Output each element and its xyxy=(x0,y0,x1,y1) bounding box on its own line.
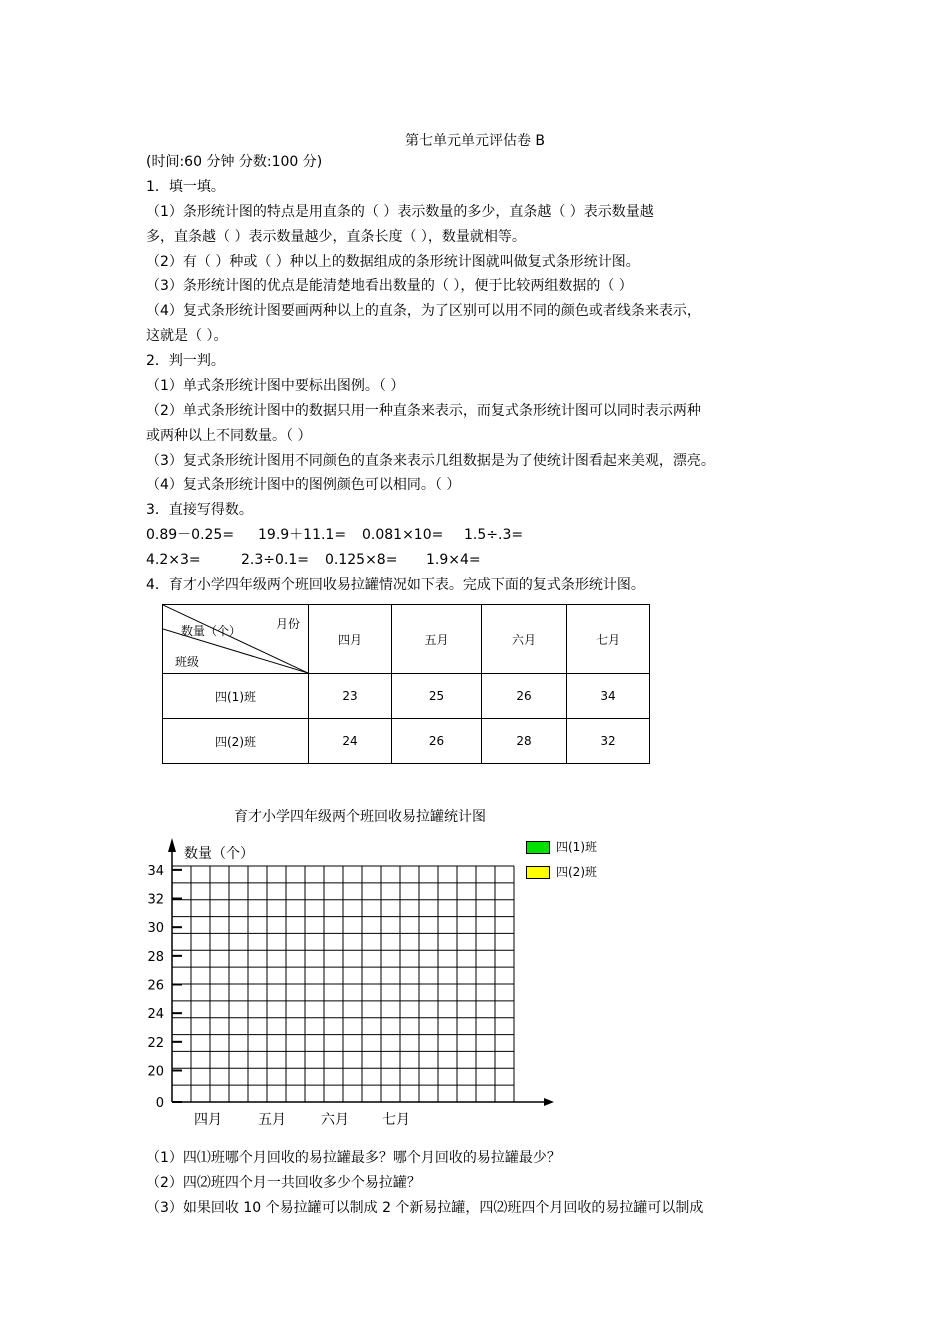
legend-item-class-2 xyxy=(526,863,597,880)
table-cell: 24 xyxy=(309,719,392,764)
calc-item: 1.5÷.3= xyxy=(464,527,524,543)
header-class-label: 班级 xyxy=(175,655,200,669)
y-tick-label: 34 xyxy=(147,863,164,879)
s1-line-2: 多，直条越（ ）表示数量越少，直条长度（ ），数量就相等。 xyxy=(146,229,526,245)
table-col-header: 五月 xyxy=(392,605,482,674)
calc-item: 0.125×8= xyxy=(325,552,398,568)
table-cell: 26 xyxy=(392,719,482,764)
calc-item: 4.2×3= xyxy=(146,552,201,568)
y-axis-arrow xyxy=(168,838,176,852)
calc-item: 0.081×10= xyxy=(362,527,444,543)
table-cell: 34 xyxy=(567,674,650,719)
y-tick-label: 20 xyxy=(147,1064,164,1080)
table-row-label: 四(1)班 xyxy=(163,674,309,719)
y-tick-label: 22 xyxy=(147,1035,164,1051)
s1-line-4: （3）条形统计图的优点是能清楚地看出数量的（ ），便于比较两组数据的（ ） xyxy=(146,278,633,294)
chart-title: 育才小学四年级两个班回收易拉罐统计图 xyxy=(234,809,486,825)
legend-swatch-yellow xyxy=(526,866,550,879)
table-cell: 25 xyxy=(392,674,482,719)
section-2-heading: 2．判一判。 xyxy=(146,353,225,369)
legend-item-class-1 xyxy=(526,838,597,855)
y-tick-label: 32 xyxy=(147,892,164,908)
section-4-heading: 4．育才小学四年级两个班回收易拉罐情况如下表。完成下面的复式条形统计图。 xyxy=(146,577,645,593)
exam-info: (时间:60 分钟 分数:100 分) xyxy=(146,154,323,170)
s1-line-1: （1）条形统计图的特点是用直条的（ ）表示数量的多少，直条越（ ）表示数量越 xyxy=(146,204,654,220)
table-col-header: 六月 xyxy=(482,605,567,674)
calc-item: 19.9＋11.1= xyxy=(258,527,347,543)
table-row xyxy=(163,719,650,764)
question-3: （3）如果回收 10 个易拉罐可以制成 2 个新易拉罐，四⑵班四个月回收的易拉罐可以制成 xyxy=(146,1200,704,1216)
table-row xyxy=(163,674,650,719)
calc-item: 2.3÷0.1= xyxy=(241,552,309,568)
s1-line-3: （2）有（ ）种或（ ）种以上的数据组成的条形统计图就叫做复式条形统计图。 xyxy=(146,254,640,270)
table-cell: 28 xyxy=(482,719,567,764)
s2-line-2: （2）单式条形统计图中的数据只用一种直条来表示，而复式条形统计图可以同时表示两种 xyxy=(146,403,701,419)
x-tick-label: 六月 xyxy=(321,1112,349,1128)
section-1-heading: 1．填一填。 xyxy=(146,179,225,195)
table-row-label: 四(2)班 xyxy=(163,719,309,764)
question-2: （2）四⑵班四个月一共回收多少个易拉罐？ xyxy=(146,1175,421,1191)
table-cell: 23 xyxy=(309,674,392,719)
s2-line-5: （4）复式条形统计图中的图例颜色可以相同。（ ） xyxy=(146,477,461,493)
y-tick-label: 30 xyxy=(147,921,164,937)
s2-line-4: （3）复式条形统计图用不同颜色的直条来表示几组数据是为了使统计图看起来美观，漂亮。 xyxy=(146,453,715,469)
table-cell: 26 xyxy=(482,674,567,719)
x-axis-arrow xyxy=(544,1098,554,1106)
x-tick-label: 五月 xyxy=(258,1112,286,1128)
section-3-heading: 3．直接写得数。 xyxy=(146,502,253,518)
s1-line-5: （4）复式条形统计图要画两种以上的直条，为了区别可以用不同的颜色或者线条来表示， xyxy=(146,303,701,319)
table-header-diagonal-cell xyxy=(163,605,309,674)
page-title: 第七单元单元评估卷 B xyxy=(404,133,546,149)
header-month-label: 月份 xyxy=(275,617,300,631)
question-1: （1）四⑴班哪个月回收的易拉罐最多？哪个月回收的易拉罐最少？ xyxy=(146,1150,561,1166)
y-axis-label: 数量（个） xyxy=(184,846,254,862)
s2-line-3: 或两种以上不同数量。（ ） xyxy=(146,428,312,444)
calc-row-1 xyxy=(146,525,523,545)
table-cell: 32 xyxy=(567,719,650,764)
data-table xyxy=(162,604,650,764)
calc-item: 0.89－0.25= xyxy=(146,527,235,543)
x-tick-label: 四月 xyxy=(194,1112,222,1128)
y-tick-label: 24 xyxy=(147,1007,164,1023)
calc-item: 1.9×4= xyxy=(426,552,481,568)
legend-swatch-green xyxy=(526,841,550,854)
legend-label: 四(2)班 xyxy=(556,865,597,879)
y-tick-label: 0 xyxy=(155,1096,164,1111)
legend-label: 四(1)班 xyxy=(556,840,597,854)
header-quantity-label: 数量（个） xyxy=(181,624,242,638)
x-tick-label: 七月 xyxy=(382,1112,410,1128)
y-tick-label: 26 xyxy=(147,978,164,994)
table-col-header: 七月 xyxy=(567,605,650,674)
calc-row-2 xyxy=(146,550,481,570)
s1-line-6: 这就是（ ）。 xyxy=(146,328,228,344)
s2-line-1: （1）单式条形统计图中要标出图例。（ ） xyxy=(146,378,405,394)
y-tick-label: 28 xyxy=(147,949,164,965)
table-col-header: 四月 xyxy=(309,605,392,674)
